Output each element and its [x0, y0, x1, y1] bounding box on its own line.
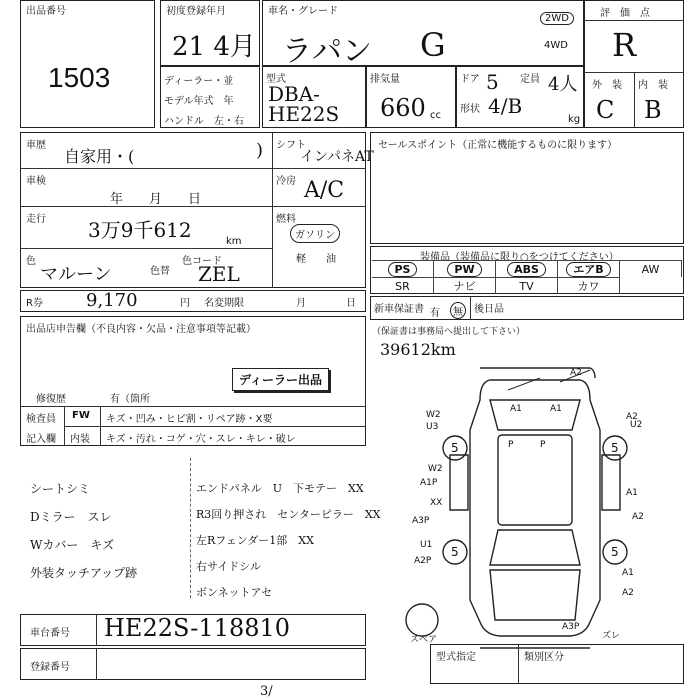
first-reg-value: 21 4月	[172, 32, 256, 62]
tire-depth-label: 5	[451, 545, 459, 559]
tire-depth-label: 5	[611, 545, 619, 559]
handle-label: ハンドル 左・右	[164, 116, 244, 127]
int-label: 内装	[70, 434, 90, 445]
inspection-label: 車検	[26, 176, 46, 187]
displacement-unit: cc	[430, 110, 441, 121]
warranty-yes: 有	[430, 308, 440, 319]
after-label: 後日品	[474, 304, 504, 315]
registration-label: 名変期限	[204, 298, 244, 309]
color-label: 色	[26, 256, 36, 267]
equipment-item	[558, 260, 620, 277]
note-right-item: 左Rフェンダー1部 XX	[196, 534, 314, 547]
equipment-item-circled: PS	[388, 262, 418, 277]
shape-label: 形状	[460, 104, 480, 115]
damage-label: A2	[570, 368, 582, 378]
exterior-label: 外 装	[592, 80, 622, 91]
equipment-item: AW	[620, 260, 682, 277]
equipment-item	[372, 260, 434, 277]
note-left-item: Dミラー スレ	[30, 510, 112, 524]
dealer-stamp	[232, 368, 329, 391]
damage-label: U2	[630, 420, 643, 430]
rating-label: 評 価 点	[600, 8, 650, 19]
chassis-split	[96, 614, 97, 646]
drive-2wd	[540, 12, 574, 25]
damage-label: XX	[430, 498, 443, 508]
fuel-label: 燃料	[276, 214, 296, 225]
damage-label: ズレ	[602, 631, 621, 641]
damage-label: A2	[632, 512, 644, 522]
reg-number-label: 登録番号	[30, 662, 70, 673]
remarks-title: 出品店申告欄（不良内容・欠品・注意事項等記載）	[26, 324, 256, 335]
lot-label: 出品番号	[26, 6, 66, 17]
name-value: ラパン	[282, 34, 372, 69]
damage-label: A1P	[420, 478, 438, 488]
model-spec-label: 型式指定	[436, 652, 476, 663]
color-code-label: 色コード	[182, 256, 222, 267]
remarks-split-2	[100, 406, 101, 446]
equipment-item	[496, 260, 558, 277]
tire-depth-label: 5	[451, 441, 459, 455]
grade-value: G	[420, 26, 446, 64]
day-label: 日	[346, 298, 356, 309]
damage-label: A3P	[562, 622, 580, 632]
mileage-note: 39612km	[380, 340, 456, 359]
damage-label: P	[508, 440, 514, 450]
drive-2wd-text: 2WD	[545, 13, 569, 24]
damage-label: A2	[626, 412, 638, 422]
capacity-value: 4人	[548, 74, 578, 95]
equipment-item-circled: PW	[447, 262, 481, 277]
rating-split	[634, 72, 635, 128]
interior-value: B	[644, 96, 662, 124]
recycle-unit: 円	[180, 298, 190, 309]
damage-label: W2	[426, 410, 441, 420]
note-right-item: R3回り押され センターピラー XX	[196, 508, 381, 521]
diagram-labels	[390, 360, 690, 660]
mileage-unit: km	[226, 236, 242, 247]
notes-divider	[190, 458, 191, 598]
shift-label: シフト	[276, 140, 306, 151]
note-left-item: シートシミ	[30, 482, 91, 496]
damage-label: A1	[550, 404, 562, 414]
shape-value: 4/B	[488, 94, 523, 118]
equipment-item: カワ	[558, 277, 620, 294]
equipment-item-circled: エアB	[566, 262, 610, 277]
fw-label: FW	[72, 410, 90, 421]
damage-label: A2	[622, 588, 634, 598]
entry-label: 記入欄	[26, 434, 56, 445]
history-close: )	[256, 140, 264, 161]
damage-label: スペア	[410, 635, 438, 645]
warranty-no-text: 無	[453, 307, 463, 318]
displacement-label: 排気量	[370, 74, 400, 85]
interior-label: 内 装	[638, 80, 668, 91]
mileage-label: 走行	[26, 214, 46, 225]
color-value: マルーン	[40, 264, 112, 285]
doors-label: ドア	[460, 74, 480, 85]
tire-depth-label: 5	[611, 441, 619, 455]
remarks-row-2	[64, 426, 366, 427]
note-right-item: 右サイドシル	[196, 560, 261, 573]
fuel-value-text: ガソリン	[295, 230, 335, 241]
fuel-diesel: 軽 油	[296, 254, 336, 265]
shift-value: インパネAT	[300, 149, 374, 165]
first-reg-label: 初度登録年月	[166, 6, 226, 17]
history-row-3	[20, 248, 272, 249]
equipment-item: TV	[496, 277, 558, 294]
history-label: 車歴	[26, 140, 46, 151]
int-items: キズ・汚れ・コゲ・穴・スレ・キレ・破レ	[106, 434, 296, 445]
chassis-value: HE22S-118810	[104, 614, 291, 642]
note-right-item: ボンネットアセ	[196, 586, 273, 599]
warranty-split	[470, 296, 471, 320]
reg-number-split	[96, 648, 97, 680]
fw-items: キズ・凹み・ヒビ割・リペア跡・X要	[106, 414, 273, 425]
sales-point-title: セールスポイント（正常に機能するものに限ります）	[378, 140, 618, 151]
recycle-value: 9,170	[86, 290, 138, 311]
note-left-item: Wカバー キズ	[30, 538, 115, 552]
displacement-value: 660	[380, 94, 426, 122]
warranty-label: 新車保証書	[374, 304, 424, 315]
damage-label: A1	[626, 488, 638, 498]
dealer-label: ディーラー・並	[164, 76, 234, 87]
equipment-item-circled: ABS	[507, 262, 546, 277]
note-left-item: 外装タッチアップ跡	[30, 566, 138, 580]
equipment-item: SR	[372, 277, 434, 294]
equipment-item	[434, 260, 496, 277]
inspector-label: 検査員	[26, 414, 56, 425]
damage-label: U1	[420, 540, 433, 550]
history-value: 自家用・(	[64, 147, 135, 166]
capacity-label: 定員	[520, 74, 540, 85]
rating-value: R	[612, 26, 637, 64]
model-label: 型式	[266, 74, 286, 85]
doors-value: 5	[486, 70, 499, 94]
note-right-item: エンドパネル U 下モテー XX	[196, 482, 364, 495]
name-grade-label: 車名・グレード	[268, 6, 338, 17]
kg-unit: kg	[568, 114, 581, 125]
aircon-label: 冷房	[276, 176, 296, 187]
color-code-value: ZEL	[198, 262, 240, 286]
month-label: 月	[296, 298, 306, 309]
equipment-grid	[372, 260, 682, 294]
repair-label: 修復歴	[36, 394, 66, 405]
remarks-row-1	[20, 406, 366, 407]
history-row-1	[20, 168, 366, 169]
inspection-value: 年 月 日	[110, 192, 202, 207]
history-row-2	[20, 206, 366, 207]
warranty-note: （保証書は事務局へ提出して下さい）	[372, 327, 526, 337]
recycle-block	[20, 290, 366, 312]
model-spec-split	[518, 644, 519, 684]
warranty-no	[450, 302, 466, 319]
exterior-value: C	[596, 96, 615, 124]
model-value: DBA-HE22S	[268, 82, 340, 126]
repaint-label: 色替	[150, 266, 170, 277]
history-split	[272, 132, 273, 288]
damage-label: U3	[426, 422, 439, 432]
page-mark: 3/	[260, 684, 273, 699]
fuel-value	[290, 224, 340, 243]
damage-label: A2P	[414, 556, 432, 566]
repair-value: 有（箇所	[110, 394, 150, 405]
chassis-label: 車台番号	[30, 628, 70, 639]
recycle-label: R券	[26, 298, 43, 309]
mileage-value: 3万9千612	[88, 218, 192, 242]
lot-number: 1503	[48, 62, 111, 93]
damage-label: P	[540, 440, 546, 450]
aircon-value: A/C	[304, 178, 345, 203]
dealer-stamp-text: ディーラー出品	[239, 373, 323, 387]
class-label: 類別区分	[524, 652, 564, 663]
model-year-label: モデル年式 年	[164, 96, 234, 107]
drive-4wd: 4WD	[544, 40, 568, 51]
damage-label: A1	[622, 568, 634, 578]
equipment-title: 装備品（装備品に限り○をつけてください）	[420, 252, 619, 263]
damage-label: A3P	[412, 516, 430, 526]
damage-label: W2	[428, 464, 443, 474]
rating-divider	[584, 20, 684, 21]
damage-label: A1	[510, 404, 522, 414]
reg-number-box	[20, 648, 366, 680]
equipment-item: ナビ	[434, 277, 496, 294]
